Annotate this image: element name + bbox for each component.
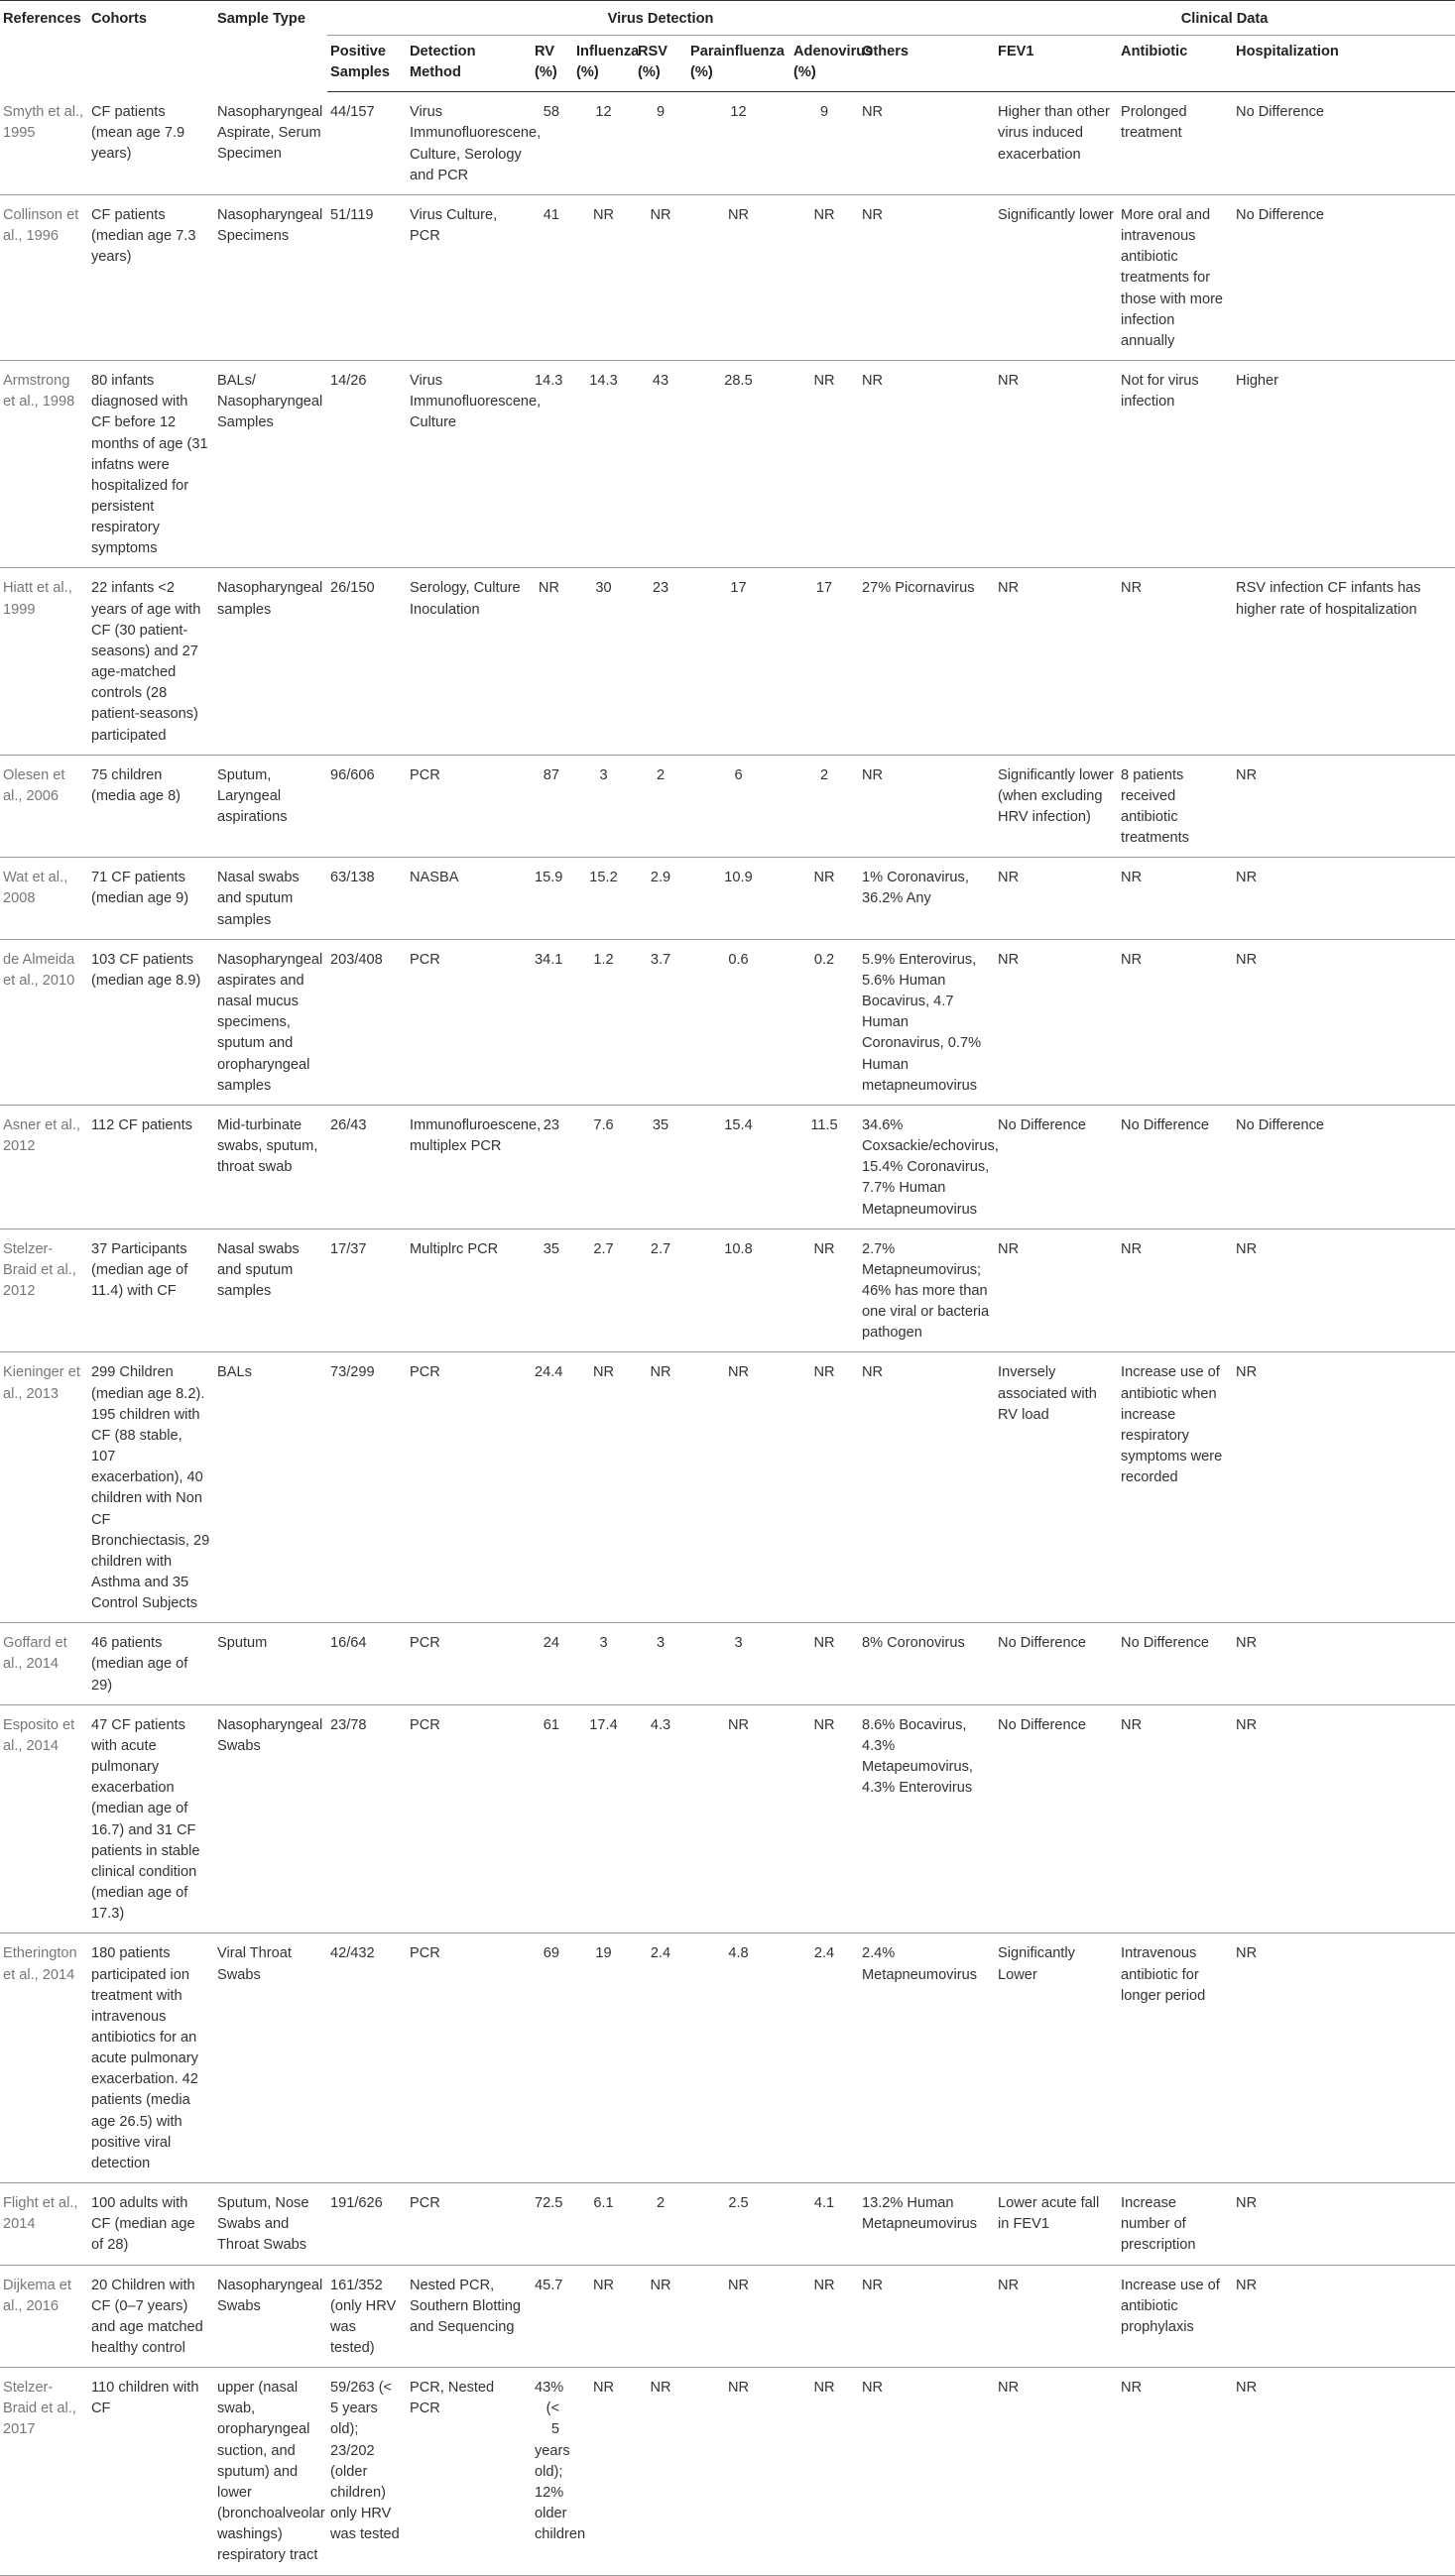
cell-cohort: 110 children with CF [88,2368,214,2575]
header-cohorts: Cohorts [88,1,214,92]
header-fev1: FEV1 [995,36,1118,92]
cell-reference: Dijkema et al., 2016 [0,2265,88,2368]
cell-sample-type: Nasopharyngeal Swabs [214,1704,327,1933]
header-positive-samples: Positive Samples [327,36,407,92]
cell-parainfluenza: NR [687,2368,790,2575]
cell-reference: Wat et al., 2008 [0,858,88,939]
cell-influenza: 3 [573,755,635,858]
cell-cohort: 37 Participants (median age of 11.4) with CF [88,1229,214,1352]
cell-reference: Esposito et al., 2014 [0,1704,88,1933]
cell-fev1: Significantly Lower [995,1933,1118,2183]
cell-rsv: NR [635,194,687,360]
header-detection-method: Detection Method [407,36,532,92]
cell-cohort: 22 infants <2 years of age with CF (30 patient-seasons) and 27 age-matched controls (28 patient-seasons) participated [88,568,214,755]
table-row [0,194,1455,360]
cell-fev1: Significantly lower [995,194,1118,360]
cell-others: NR [859,1352,995,1623]
header-parainfluenza: Parainfluenza (%) [687,36,790,92]
cell-parainfluenza: 10.9 [687,858,790,939]
cell-cohort: 112 CF patients [88,1105,214,1229]
header-adenovirus: Adenovirus (%) [790,36,859,92]
cell-sample-type: Nasal swabs and sputum samples [214,1229,327,1352]
cell-fev1: NR [995,568,1118,755]
cell-reference: Collinson et al., 1996 [0,194,88,360]
table-row [0,2368,1455,2575]
cell-rv: 72.5 [532,2183,573,2265]
cell-fev1: NR [995,361,1118,568]
cell-sample-type: upper (nasal swab, oropharyngeal suction, and sputum) and lower (bronchoalveolar washings) respiratory tract [214,2368,327,2575]
cell-sample-type: Nasopharyngeal Specimens [214,194,327,360]
cell-reference: Kieninger et al., 2013 [0,1352,88,1623]
cell-adenovirus: NR [790,1623,859,1704]
cell-others: 27% Picornavirus [859,568,995,755]
cell-detection-method: PCR [407,1704,532,1933]
cell-influenza: 6.1 [573,2183,635,2265]
cell-reference: de Almeida et al., 2010 [0,939,88,1105]
cell-rsv: 2 [635,2183,687,2265]
table-row [0,2265,1455,2368]
cell-positive-samples: 23/78 [327,1704,407,1933]
header-references: References [0,1,88,92]
cell-positive-samples: 51/119 [327,194,407,360]
cell-adenovirus: 2.4 [790,1933,859,2183]
cell-rsv: 2 [635,755,687,858]
cell-rv: NR [532,568,573,755]
cell-cohort: 103 CF patients (median age 8.9) [88,939,214,1105]
cell-parainfluenza: NR [687,1352,790,1623]
cell-influenza: NR [573,2265,635,2368]
cell-sample-type: Sputum, Nose Swabs and Throat Swabs [214,2183,327,2265]
cell-positive-samples: 26/150 [327,568,407,755]
cell-reference: Asner et al., 2012 [0,1105,88,1229]
cell-detection-method: Virus Culture, PCR [407,194,532,360]
table-row [0,1229,1455,1352]
cell-hospitalization: No Difference [1233,1105,1455,1229]
header-rsv: RSV (%) [635,36,687,92]
cell-rsv: NR [635,2265,687,2368]
cell-hospitalization: NR [1233,1352,1455,1623]
cell-rv: 15.9 [532,858,573,939]
cell-hospitalization: NR [1233,1704,1455,1933]
cell-others: 2.7% Metapneumovirus; 46% has more than one viral or bacteria pathogen [859,1229,995,1352]
cell-influenza: NR [573,1352,635,1623]
cell-positive-samples: 17/37 [327,1229,407,1352]
table-row [0,939,1455,1105]
cell-parainfluenza: 10.8 [687,1229,790,1352]
cell-parainfluenza: 17 [687,568,790,755]
cell-detection-method: Virus Immunofluorescene, Culture [407,361,532,568]
cell-others: NR [859,361,995,568]
header-hospitalization: Hospitalization [1233,36,1455,92]
cell-adenovirus: 17 [790,568,859,755]
cell-rv: 58 [532,92,573,195]
cell-detection-method: Virus Immunofluorescene, Culture, Serology and PCR [407,92,532,195]
cell-rv: 24 [532,1623,573,1704]
cell-rsv: 4.3 [635,1704,687,1933]
cell-reference: Stelzer-Braid et al., 2017 [0,2368,88,2575]
cell-antibiotic: NR [1118,568,1233,755]
cell-reference: Flight et al., 2014 [0,2183,88,2265]
header-others: Others [859,36,995,92]
cell-adenovirus: 9 [790,92,859,195]
cell-cohort: CF patients (median age 7.3 years) [88,194,214,360]
cell-influenza: NR [573,194,635,360]
cell-parainfluenza: NR [687,1704,790,1933]
cell-positive-samples: 42/432 [327,1933,407,2183]
header-antibiotic: Antibiotic [1118,36,1233,92]
cell-parainfluenza: 12 [687,92,790,195]
cell-sample-type: BALs/ Nasopharyngeal Samples [214,361,327,568]
table-row [0,1704,1455,1933]
cell-influenza: 17.4 [573,1704,635,1933]
cell-rv: 24.4 [532,1352,573,1623]
cell-hospitalization: Higher [1233,361,1455,568]
cell-others: NR [859,92,995,195]
cell-detection-method: PCR, Nested PCR [407,2368,532,2575]
cell-cohort: 47 CF patients with acute pulmonary exacerbation (median age of 16.7) and 31 CF patients in stable clinical condition (median age of 17.3) [88,1704,214,1933]
cell-detection-method: PCR [407,1352,532,1623]
cell-antibiotic: Increase number of prescription [1118,2183,1233,2265]
header-clinical-data: Clinical Data [995,1,1455,36]
cell-adenovirus: NR [790,2265,859,2368]
table-row [0,1933,1455,2183]
cell-detection-method: PCR [407,1933,532,2183]
cell-fev1: Inversely associated with RV load [995,1352,1118,1623]
cell-rsv: 9 [635,92,687,195]
cell-antibiotic: Intravenous antibiotic for longer period [1118,1933,1233,2183]
cell-rv: 35 [532,1229,573,1352]
cell-fev1: NR [995,858,1118,939]
cell-rv: 45.7 [532,2265,573,2368]
cell-rv: 61 [532,1704,573,1933]
cell-detection-method: NASBA [407,858,532,939]
cell-positive-samples: 16/64 [327,1623,407,1704]
table-row [0,1623,1455,1704]
cell-sample-type: Sputum, Laryngeal aspirations [214,755,327,858]
cell-antibiotic: No Difference [1118,1623,1233,1704]
cell-influenza: 7.6 [573,1105,635,1229]
cell-antibiotic: NR [1118,858,1233,939]
cell-cohort: 20 Children with CF (0–7 years) and age matched healthy control [88,2265,214,2368]
cell-cohort: 71 CF patients (median age 9) [88,858,214,939]
cell-antibiotic: More oral and intravenous antibiotic treatments for those with more infection annually [1118,194,1233,360]
cell-hospitalization: NR [1233,1229,1455,1352]
cell-sample-type: Nasopharyngeal aspirates and nasal mucus specimens, sputum and oropharyngeal samples [214,939,327,1105]
cell-hospitalization: RSV infection CF infants has higher rate of hospitalization [1233,568,1455,755]
cell-antibiotic: NR [1118,1229,1233,1352]
cell-parainfluenza: NR [687,2265,790,2368]
table-row [0,2183,1455,2265]
cell-reference: Goffard et al., 2014 [0,1623,88,1704]
cell-rv: 14.3 [532,361,573,568]
cell-influenza: 14.3 [573,361,635,568]
cell-cohort: 75 children (media age 8) [88,755,214,858]
cell-parainfluenza: 28.5 [687,361,790,568]
cell-antibiotic: Increase use of antibiotic when increase respiratory symptoms were recorded [1118,1352,1233,1623]
cell-rsv: 3.7 [635,939,687,1105]
cell-adenovirus: 0.2 [790,939,859,1105]
cell-rv: 23 [532,1105,573,1229]
table-row [0,568,1455,755]
cell-sample-type: Sputum [214,1623,327,1704]
cell-antibiotic: Increase use of antibiotic prophylaxis [1118,2265,1233,2368]
cell-rv: 69 [532,1933,573,2183]
cell-rsv: 43 [635,361,687,568]
cell-parainfluenza: 6 [687,755,790,858]
cell-antibiotic: NR [1118,1704,1233,1933]
cell-fev1: NR [995,1229,1118,1352]
cell-fev1: No Difference [995,1105,1118,1229]
header-sample-type: Sample Type [214,1,327,92]
cell-rv: 34.1 [532,939,573,1105]
cell-parainfluenza: 15.4 [687,1105,790,1229]
cell-rsv: NR [635,1352,687,1623]
cell-fev1: NR [995,939,1118,1105]
cell-fev1: NR [995,2368,1118,2575]
cell-others: 2.4% Metapneumovirus [859,1933,995,2183]
cell-cohort: 299 Children (median age 8.2). 195 children with CF (88 stable, 107 exacerbation), 40 children with Non CF Bronchiectasis, 29 children with Asthma and 35 Control Subjects [88,1352,214,1623]
table-row [0,858,1455,939]
cell-others: NR [859,755,995,858]
cell-detection-method: PCR [407,1623,532,1704]
cell-sample-type: Nasopharyngeal Swabs [214,2265,327,2368]
cell-others: 8% Coronovirus [859,1623,995,1704]
cell-hospitalization: No Difference [1233,194,1455,360]
cell-reference: Etherington et al., 2014 [0,1933,88,2183]
cell-others: 1% Coronavirus, 36.2% Any [859,858,995,939]
cell-rv: 43% (< 5 years old); 12% older children [532,2368,573,2575]
cell-reference: Olesen et al., 2006 [0,755,88,858]
cell-rsv: 2.9 [635,858,687,939]
cell-sample-type: Nasal swabs and sputum samples [214,858,327,939]
cell-antibiotic: Prolonged treatment [1118,92,1233,195]
cell-influenza: 2.7 [573,1229,635,1352]
cell-reference: Armstrong et al., 1998 [0,361,88,568]
cell-others: 8.6% Bocavirus, 4.3% Metapeumovirus, 4.3% Enterovirus [859,1704,995,1933]
cell-detection-method: Serology, Culture Inoculation [407,568,532,755]
cell-positive-samples: 44/157 [327,92,407,195]
cell-antibiotic: NR [1118,939,1233,1105]
cell-positive-samples: 63/138 [327,858,407,939]
cell-influenza: 30 [573,568,635,755]
table-row [0,361,1455,568]
cell-parainfluenza: 3 [687,1623,790,1704]
cell-hospitalization: NR [1233,2368,1455,2575]
cell-hospitalization: NR [1233,939,1455,1105]
cell-cohort: CF patients (mean age 7.9 years) [88,92,214,195]
cell-antibiotic: NR [1118,2368,1233,2575]
cell-reference: Hiatt et al., 1999 [0,568,88,755]
cell-others: 5.9% Enterovirus, 5.6% Human Bocavirus, 4.7 Human Coronavirus, 0.7% Human metapneumovirus [859,939,995,1105]
cell-sample-type: Mid-turbinate swabs, sputum, throat swab [214,1105,327,1229]
cell-adenovirus: NR [790,2368,859,2575]
cell-adenovirus: NR [790,1229,859,1352]
cell-cohort: 100 adults with CF (median age of 28) [88,2183,214,2265]
cell-influenza: 3 [573,1623,635,1704]
cell-positive-samples: 203/408 [327,939,407,1105]
cell-hospitalization: No Difference [1233,92,1455,195]
table-row [0,1105,1455,1229]
cell-parainfluenza: 2.5 [687,2183,790,2265]
cell-influenza: 15.2 [573,858,635,939]
cell-hospitalization: NR [1233,1623,1455,1704]
cell-hospitalization: NR [1233,1933,1455,2183]
cell-positive-samples: 73/299 [327,1352,407,1623]
cell-adenovirus: 11.5 [790,1105,859,1229]
cell-fev1: Lower acute fall in FEV1 [995,2183,1118,2265]
cell-influenza: 12 [573,92,635,195]
cell-rsv: NR [635,2368,687,2575]
cell-cohort: 80 infants diagnosed with CF before 12 months of age (31 infatns were hospitalized for persistent respiratory symptoms [88,361,214,568]
cell-fev1: Significantly lower (when excluding HRV infection) [995,755,1118,858]
cell-influenza: 19 [573,1933,635,2183]
cell-fev1: No Difference [995,1623,1118,1704]
header-row-groups [0,1,1455,36]
table-row [0,755,1455,858]
cell-cohort: 46 patients (median age of 29) [88,1623,214,1704]
cell-cohort: 180 patients participated ion treatment with intravenous antibiotics for an acute pulmonary exacerbation. 42 patients (media age 26.5) with positive viral detection [88,1933,214,2183]
cell-parainfluenza: 0.6 [687,939,790,1105]
cell-detection-method: Nested PCR, Southern Blotting and Sequencing [407,2265,532,2368]
cell-others: NR [859,2368,995,2575]
cell-adenovirus: 2 [790,755,859,858]
cell-sample-type: Nasopharyngeal Aspirate, Serum Specimen [214,92,327,195]
cell-positive-samples: 191/626 [327,2183,407,2265]
cell-positive-samples: 14/26 [327,361,407,568]
cell-influenza: 1.2 [573,939,635,1105]
cell-rsv: 3 [635,1623,687,1704]
cell-rsv: 2.4 [635,1933,687,2183]
cell-hospitalization: NR [1233,858,1455,939]
cell-detection-method: Multiplrc PCR [407,1229,532,1352]
cell-sample-type: Nasopharyngeal samples [214,568,327,755]
cell-rv: 87 [532,755,573,858]
cell-positive-samples: 96/606 [327,755,407,858]
cell-positive-samples: 26/43 [327,1105,407,1229]
table-body [0,92,1455,2575]
cell-positive-samples: 59/263 (< 5 years old); 23/202 (older children) only HRV was tested [327,2368,407,2575]
cell-rsv: 2.7 [635,1229,687,1352]
cell-adenovirus: NR [790,361,859,568]
header-influenza: Influenza (%) [573,36,635,92]
header-rv: RV (%) [532,36,573,92]
cell-hospitalization: NR [1233,2265,1455,2368]
table-row [0,92,1455,195]
cell-parainfluenza: 4.8 [687,1933,790,2183]
cell-detection-method: PCR [407,939,532,1105]
cell-rsv: 35 [635,1105,687,1229]
header-virus-detection: Virus Detection [327,1,995,36]
cell-hospitalization: NR [1233,755,1455,858]
cell-others: NR [859,194,995,360]
cell-influenza: NR [573,2368,635,2575]
cell-adenovirus: NR [790,1704,859,1933]
cell-rv: 41 [532,194,573,360]
cell-parainfluenza: NR [687,194,790,360]
cell-sample-type: Viral Throat Swabs [214,1933,327,2183]
cell-fev1: NR [995,2265,1118,2368]
cell-sample-type: BALs [214,1352,327,1623]
table-row [0,1352,1455,1623]
cell-positive-samples: 161/352 (only HRV was tested) [327,2265,407,2368]
cell-reference: Stelzer-Braid et al., 2012 [0,1229,88,1352]
cell-adenovirus: NR [790,194,859,360]
cell-hospitalization: NR [1233,2183,1455,2265]
cell-adenovirus: NR [790,1352,859,1623]
cell-antibiotic: 8 patients received antibiotic treatments [1118,755,1233,858]
cell-others: 13.2% Human Metapneumovirus [859,2183,995,2265]
cell-detection-method: Immunofluroescene, multiplex PCR [407,1105,532,1229]
cell-fev1: Higher than other virus induced exacerbation [995,92,1118,195]
cell-antibiotic: No Difference [1118,1105,1233,1229]
cell-detection-method: PCR [407,2183,532,2265]
cell-antibiotic: Not for virus infection [1118,361,1233,568]
cell-others: NR [859,2265,995,2368]
cell-others: 34.6% Coxsackie/echovirus, 15.4% Coronavirus, 7.7% Human Metapneumovirus [859,1105,995,1229]
cell-reference: Smyth et al., 1995 [0,92,88,195]
cell-rsv: 23 [635,568,687,755]
cell-detection-method: PCR [407,755,532,858]
cell-adenovirus: 4.1 [790,2183,859,2265]
cell-adenovirus: NR [790,858,859,939]
cell-fev1: No Difference [995,1704,1118,1933]
